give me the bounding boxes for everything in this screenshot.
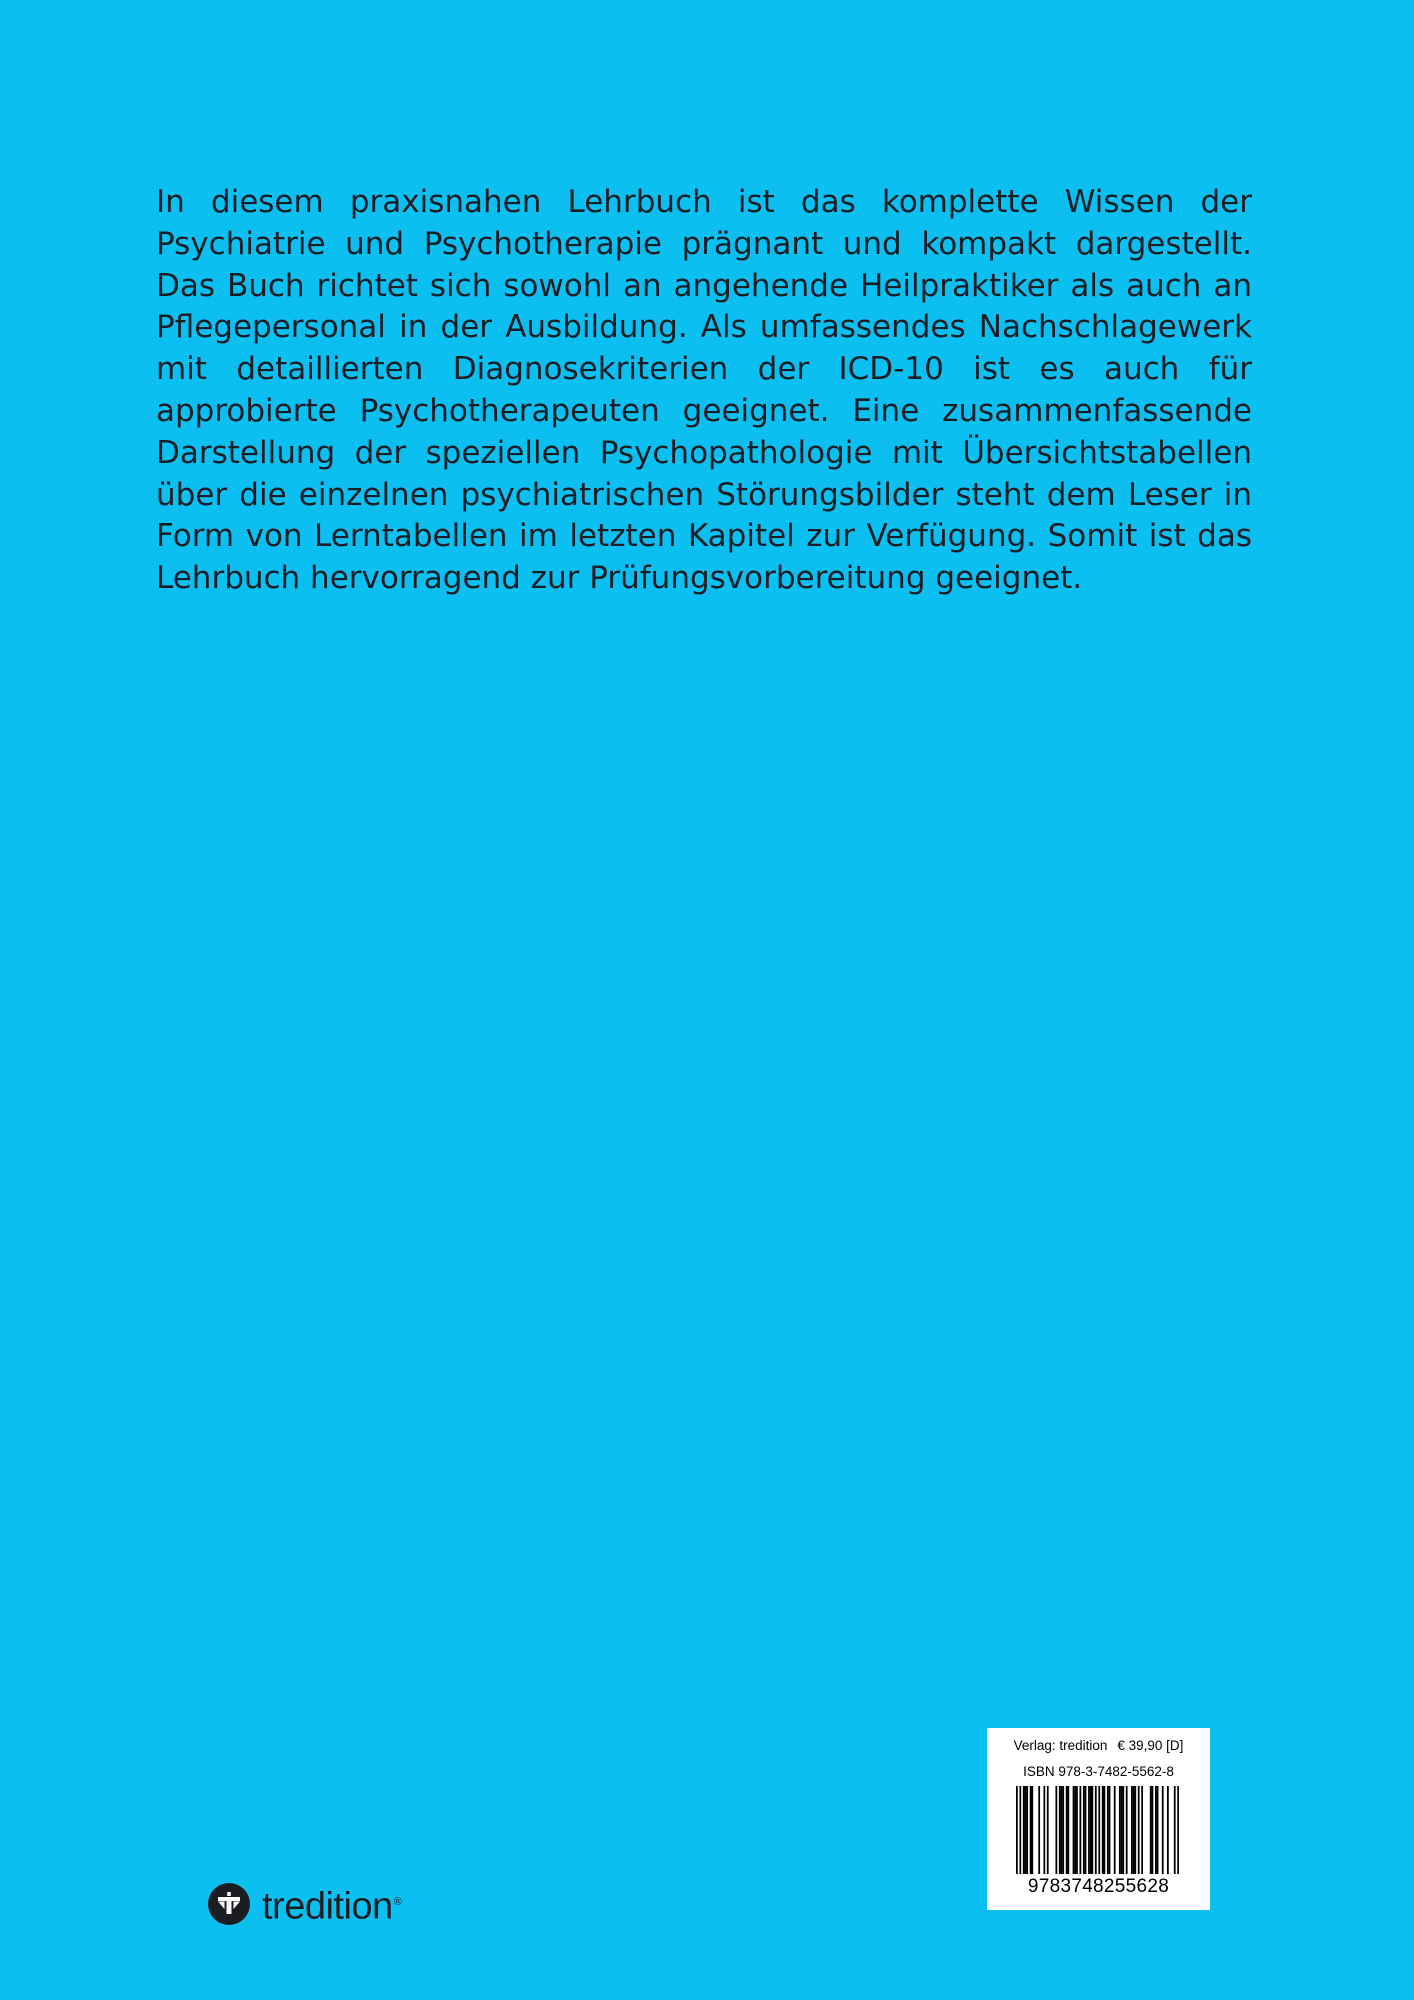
- barcode-bar: [1061, 1786, 1063, 1874]
- barcode-bar: [1067, 1786, 1069, 1874]
- barcode-bar: [1114, 1786, 1116, 1874]
- publisher-price-line: [987, 1736, 1210, 1756]
- barcode-bar: [1109, 1786, 1111, 1874]
- barcode-bar: [1047, 1786, 1049, 1874]
- publisher-logo: [208, 1883, 402, 1928]
- barcode-bar: [1095, 1786, 1097, 1874]
- tredition-logo-icon: [208, 1883, 250, 1925]
- barcode-bar: [1062, 1786, 1064, 1874]
- barcode-bar: [1026, 1786, 1028, 1874]
- barcode-number: 9783748255628: [1027, 1876, 1170, 1897]
- barcode-bar: [1138, 1786, 1140, 1874]
- barcode-bar: [1083, 1786, 1085, 1874]
- barcode-bar: [1134, 1786, 1136, 1874]
- barcode-bar: [1059, 1786, 1061, 1874]
- barcode-bar: [1074, 1786, 1076, 1874]
- barcode-bar: [1085, 1786, 1087, 1874]
- barcode-bar: [1055, 1786, 1057, 1874]
- isbn-label: ISBN 978-3-7482-5562-8: [1023, 1764, 1174, 1779]
- barcode-bar: [1107, 1786, 1109, 1874]
- barcode-bar: [1076, 1786, 1078, 1874]
- barcode-bar: [1177, 1786, 1179, 1874]
- barcode: [1016, 1786, 1179, 1874]
- barcode-bar: [1019, 1786, 1021, 1874]
- barcode-bar: [1126, 1786, 1128, 1874]
- barcode-bar: [1023, 1786, 1025, 1874]
- barcode-bar: [1122, 1786, 1124, 1874]
- barcode-bar: [1121, 1786, 1123, 1874]
- barcode-bar: [1025, 1786, 1027, 1874]
- barcode-bar: [1043, 1786, 1045, 1874]
- barcode-bar: [1119, 1786, 1121, 1874]
- barcode-bar: [1073, 1786, 1075, 1874]
- publisher-logo-text: tredition®: [262, 1885, 402, 1928]
- barcode-bar: [1167, 1786, 1169, 1874]
- barcode-bar: [1174, 1786, 1176, 1874]
- barcode-bar: [1098, 1786, 1100, 1874]
- barcode-bar: [1133, 1786, 1135, 1874]
- price-label: € 39,90 [D]: [1117, 1738, 1184, 1753]
- back-cover-blurb: In diesem praxisnahen Lehrbuch ist das komplette Wissen der Psychiatrie und Psychotherapie prägnant und kompakt dargestellt. Das Buch richtet sich sowohl an angehende Heilpraktiker als auch an Pflegepersonal in der Ausbildung. Als umfassendes Nachschlagewerk mit detaillierten Diagnosekriterien der ICD-10 ist es auch für approbierte Psychotherapeuten geeignet. Eine zusammenfassende Darstellung der speziellen Psychopathologie mit Übersichtstabellen über die einzelnen psychiatrischen Störungsbilder steht dem Leser in Form von Lerntabellen im letzten Kapitel zur Verfügung. Somit ist das Lehrbuch hervorragend zur Prüfungsvorbereitung geeignet.: [156, 184, 1252, 597]
- barcode-bar: [1031, 1786, 1033, 1874]
- barcode-bar: [1150, 1786, 1152, 1874]
- barcode-bar: [1155, 1786, 1157, 1874]
- barcode-bar: [1152, 1786, 1154, 1874]
- barcode-bar: [1102, 1786, 1104, 1874]
- isbn-barcode-box: [987, 1728, 1210, 1910]
- barcode-bar: [1157, 1786, 1159, 1874]
- registered-mark: ®: [393, 1895, 402, 1908]
- barcode-bar: [1090, 1786, 1092, 1874]
- barcode-bar: [1091, 1786, 1093, 1874]
- barcode-bar: [1038, 1786, 1040, 1874]
- barcode-bar: [1066, 1786, 1068, 1874]
- barcode-bar: [1141, 1786, 1143, 1874]
- barcode-bar: [1131, 1786, 1133, 1874]
- barcode-bar: [1016, 1786, 1018, 1874]
- barcode-bar: [1030, 1786, 1032, 1874]
- barcode-bar: [1088, 1786, 1090, 1874]
- barcode-bar: [1162, 1786, 1164, 1874]
- barcode-bar: [1104, 1786, 1106, 1874]
- publisher-label: Verlag: tredition: [1013, 1738, 1108, 1753]
- barcode-bar: [1079, 1786, 1081, 1874]
